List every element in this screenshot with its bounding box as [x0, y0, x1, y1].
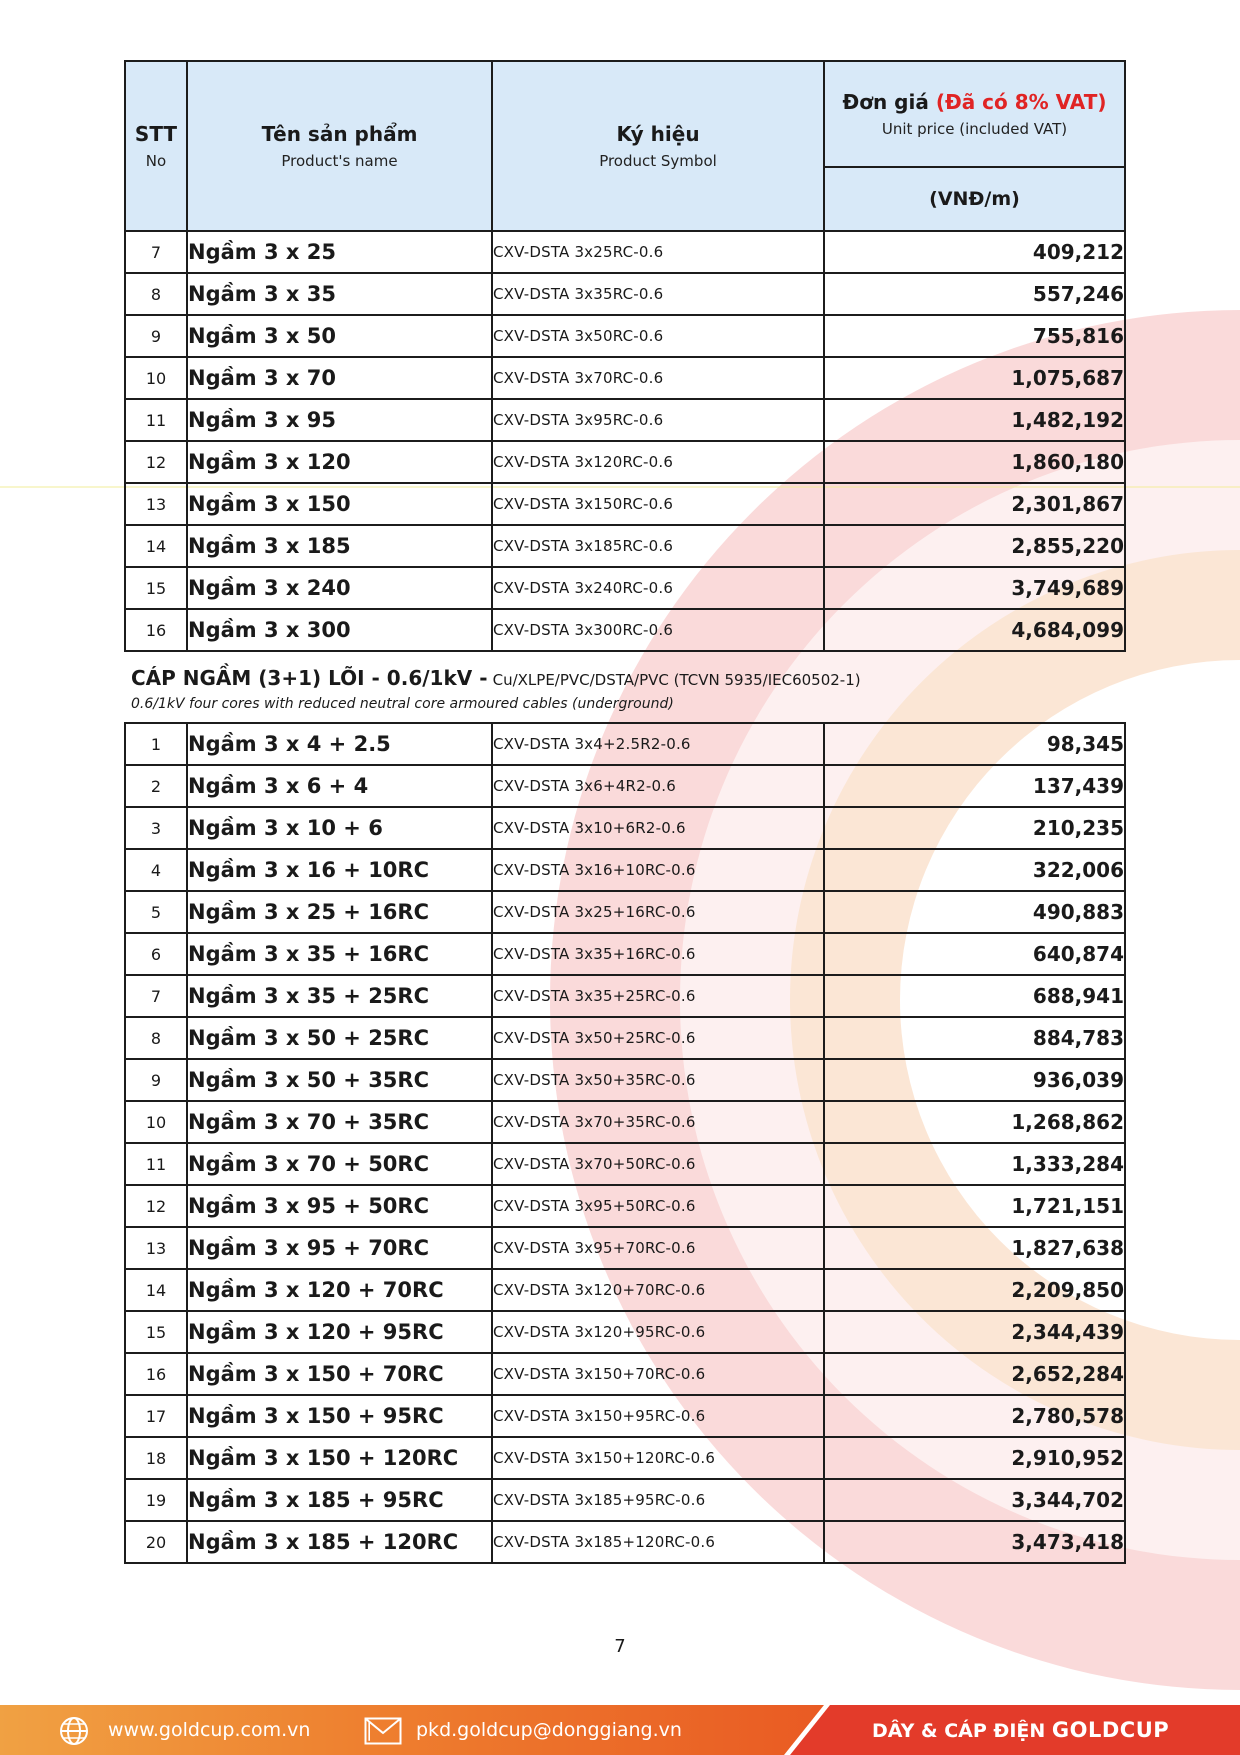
row-number: 11 — [125, 399, 187, 441]
header-price-english: Unit price (included VAT) — [881, 120, 1068, 138]
table-row — [125, 231, 1125, 273]
header-product-name — [187, 61, 492, 231]
header-stt-label: STT — [134, 122, 178, 146]
product-symbol: CXV-DSTA 3x95+50RC-0.6 — [492, 1185, 824, 1227]
section-heading — [125, 651, 1125, 723]
product-name: Ngầm 3 x 95 + 50RC — [187, 1185, 492, 1227]
product-symbol: CXV-DSTA 3x150+120RC-0.6 — [492, 1437, 824, 1479]
header-symbol-english: Product Symbol — [599, 152, 717, 170]
header-stt-english: No — [145, 152, 167, 170]
product-symbol: CXV-DSTA 3x6+4R2-0.6 — [492, 765, 824, 807]
unit-price: 1,333,284 — [824, 1143, 1125, 1185]
unit-price: 210,235 — [824, 807, 1125, 849]
product-name: Ngầm 3 x 120 + 70RC — [187, 1269, 492, 1311]
product-symbol: CXV-DSTA 3x120+95RC-0.6 — [492, 1311, 824, 1353]
row-number: 14 — [125, 1269, 187, 1311]
product-symbol: CXV-DSTA 3x95+70RC-0.6 — [492, 1227, 824, 1269]
unit-price: 2,780,578 — [824, 1395, 1125, 1437]
row-number: 15 — [125, 1311, 187, 1353]
header-price — [824, 61, 1125, 167]
product-symbol: CXV-DSTA 3x16+10RC-0.6 — [492, 849, 824, 891]
unit-price: 1,827,638 — [824, 1227, 1125, 1269]
product-name: Ngầm 3 x 300 — [187, 609, 492, 651]
product-symbol: CXV-DSTA 3x300RC-0.6 — [492, 609, 824, 651]
product-name: Ngầm 3 x 150 — [187, 483, 492, 525]
product-symbol: CXV-DSTA 3x185+120RC-0.6 — [492, 1521, 824, 1563]
product-symbol: CXV-DSTA 3x35+25RC-0.6 — [492, 975, 824, 1017]
row-number: 10 — [125, 357, 187, 399]
row-number: 11 — [125, 1143, 187, 1185]
product-symbol: CXV-DSTA 3x35+16RC-0.6 — [492, 933, 824, 975]
table-row — [125, 1395, 1125, 1437]
table-body-three-core — [125, 231, 1125, 651]
product-symbol: CXV-DSTA 3x4+2.5R2-0.6 — [492, 723, 824, 765]
product-symbol: CXV-DSTA 3x25+16RC-0.6 — [492, 891, 824, 933]
footer-brand-name: GOLDCUP — [1051, 1718, 1170, 1742]
header-stt — [125, 61, 187, 231]
unit-price: 2,652,284 — [824, 1353, 1125, 1395]
product-symbol: CXV-DSTA 3x185RC-0.6 — [492, 525, 824, 567]
unit-price: 98,345 — [824, 723, 1125, 765]
row-number: 7 — [125, 231, 187, 273]
table-row — [125, 1269, 1125, 1311]
row-number: 20 — [125, 1521, 187, 1563]
row-number: 8 — [125, 273, 187, 315]
unit-price: 490,883 — [824, 891, 1125, 933]
table-row — [125, 315, 1125, 357]
footer-brand-prefix: DÂY & CÁP ĐIỆN — [872, 1720, 1046, 1742]
product-symbol: CXV-DSTA 3x50+25RC-0.6 — [492, 1017, 824, 1059]
product-symbol: CXV-DSTA 3x10+6R2-0.6 — [492, 807, 824, 849]
product-name: Ngầm 3 x 50 — [187, 315, 492, 357]
unit-price: 2,855,220 — [824, 525, 1125, 567]
product-name: Ngầm 3 x 70 + 35RC — [187, 1101, 492, 1143]
table-row — [125, 849, 1125, 891]
table-row — [125, 933, 1125, 975]
row-number: 13 — [125, 1227, 187, 1269]
footer-bar — [0, 1705, 1240, 1755]
table-row — [125, 1227, 1125, 1269]
price-table-sheet — [124, 60, 1124, 1564]
header-unit-label: (VNĐ/m) — [929, 188, 1020, 210]
header-price-vat: (Đã có 8% VAT) — [935, 90, 1107, 114]
product-name: Ngầm 3 x 35 — [187, 273, 492, 315]
row-number: 6 — [125, 933, 187, 975]
product-name: Ngầm 3 x 185 — [187, 525, 492, 567]
product-name: Ngầm 3 x 150 + 70RC — [187, 1353, 492, 1395]
row-number: 17 — [125, 1395, 187, 1437]
unit-price: 3,749,689 — [824, 567, 1125, 609]
product-name: Ngầm 3 x 240 — [187, 567, 492, 609]
product-name: Ngầm 3 x 70 — [187, 357, 492, 399]
row-number: 14 — [125, 525, 187, 567]
product-symbol: CXV-DSTA 3x50+35RC-0.6 — [492, 1059, 824, 1101]
unit-price: 409,212 — [824, 231, 1125, 273]
product-name: Ngầm 3 x 120 + 95RC — [187, 1311, 492, 1353]
unit-price: 640,874 — [824, 933, 1125, 975]
row-number: 9 — [125, 315, 187, 357]
row-number: 9 — [125, 1059, 187, 1101]
product-name: Ngầm 3 x 25 — [187, 231, 492, 273]
product-name: Ngầm 3 x 50 + 35RC — [187, 1059, 492, 1101]
table-row — [125, 1017, 1125, 1059]
table-row — [125, 807, 1125, 849]
unit-price: 1,482,192 — [824, 399, 1125, 441]
table-row — [125, 441, 1125, 483]
table-row — [125, 765, 1125, 807]
unit-price: 557,246 — [824, 273, 1125, 315]
table-row — [125, 1437, 1125, 1479]
row-number: 16 — [125, 609, 187, 651]
table-row — [125, 723, 1125, 765]
product-name: Ngầm 3 x 10 + 6 — [187, 807, 492, 849]
table-body-four-core — [125, 723, 1125, 1563]
unit-price: 3,473,418 — [824, 1521, 1125, 1563]
footer-brand — [872, 1718, 1169, 1742]
unit-price: 322,006 — [824, 849, 1125, 891]
product-name: Ngầm 3 x 120 — [187, 441, 492, 483]
product-name: Ngầm 3 x 70 + 50RC — [187, 1143, 492, 1185]
unit-price: 2,209,850 — [824, 1269, 1125, 1311]
table-row — [125, 1353, 1125, 1395]
footer-website-link[interactable]: www.goldcup.com.vn — [108, 1719, 311, 1741]
unit-price: 1,075,687 — [824, 357, 1125, 399]
unit-price: 688,941 — [824, 975, 1125, 1017]
table-row — [125, 1059, 1125, 1101]
product-name: Ngầm 3 x 4 + 2.5 — [187, 723, 492, 765]
table-row — [125, 1311, 1125, 1353]
footer-email-link[interactable]: pkd.goldcup@donggiang.vn — [416, 1719, 682, 1741]
table-row — [125, 1143, 1125, 1185]
product-name: Ngầm 3 x 50 + 25RC — [187, 1017, 492, 1059]
unit-price: 2,344,439 — [824, 1311, 1125, 1353]
product-symbol: CXV-DSTA 3x70+50RC-0.6 — [492, 1143, 824, 1185]
unit-price: 4,684,099 — [824, 609, 1125, 651]
table-row — [125, 1185, 1125, 1227]
row-number: 12 — [125, 441, 187, 483]
price-table — [124, 60, 1126, 1564]
product-symbol: CXV-DSTA 3x150+95RC-0.6 — [492, 1395, 824, 1437]
row-number: 4 — [125, 849, 187, 891]
product-name: Ngầm 3 x 185 + 120RC — [187, 1521, 492, 1563]
row-number: 10 — [125, 1101, 187, 1143]
product-name: Ngầm 3 x 185 + 95RC — [187, 1479, 492, 1521]
table-row — [125, 1521, 1125, 1563]
footer-separator: | — [366, 1719, 373, 1741]
row-number: 8 — [125, 1017, 187, 1059]
product-name: Ngầm 3 x 95 — [187, 399, 492, 441]
unit-price: 1,268,862 — [824, 1101, 1125, 1143]
unit-price: 936,039 — [824, 1059, 1125, 1101]
row-number: 7 — [125, 975, 187, 1017]
row-number: 19 — [125, 1479, 187, 1521]
row-number: 1 — [125, 723, 187, 765]
product-symbol: CXV-DSTA 3x50RC-0.6 — [492, 315, 824, 357]
globe-icon — [58, 1715, 90, 1747]
product-symbol: CXV-DSTA 3x150+70RC-0.6 — [492, 1353, 824, 1395]
table-row — [125, 273, 1125, 315]
section-four-core — [125, 651, 1125, 723]
header-price-label — [825, 90, 1124, 114]
unit-price: 1,721,151 — [824, 1185, 1125, 1227]
header-name-english: Product's name — [281, 152, 398, 170]
mail-icon — [364, 1717, 402, 1745]
section-title: CÁP NGẦM (3+1) LÕI - 0.6/1kV - — [131, 666, 488, 690]
product-name: Ngầm 3 x 35 + 25RC — [187, 975, 492, 1017]
table-row — [125, 1479, 1125, 1521]
table-row — [125, 525, 1125, 567]
product-name: Ngầm 3 x 95 + 70RC — [187, 1227, 492, 1269]
unit-price: 884,783 — [824, 1017, 1125, 1059]
header-unit — [824, 167, 1125, 231]
row-number: 5 — [125, 891, 187, 933]
row-number: 13 — [125, 483, 187, 525]
row-number: 16 — [125, 1353, 187, 1395]
unit-price: 2,910,952 — [824, 1437, 1125, 1479]
product-symbol: CXV-DSTA 3x240RC-0.6 — [492, 567, 824, 609]
header-symbol-label: Ký hiệu — [616, 122, 700, 146]
table-row — [125, 357, 1125, 399]
table-row — [125, 399, 1125, 441]
product-symbol: CXV-DSTA 3x35RC-0.6 — [492, 273, 824, 315]
unit-price: 3,344,702 — [824, 1479, 1125, 1521]
row-number: 12 — [125, 1185, 187, 1227]
product-symbol: CXV-DSTA 3x25RC-0.6 — [492, 231, 824, 273]
row-number: 2 — [125, 765, 187, 807]
product-symbol: CXV-DSTA 3x120RC-0.6 — [492, 441, 824, 483]
product-name: Ngầm 3 x 25 + 16RC — [187, 891, 492, 933]
product-symbol: CXV-DSTA 3x70+35RC-0.6 — [492, 1101, 824, 1143]
header-symbol — [492, 61, 824, 231]
product-symbol: CXV-DSTA 3x120+70RC-0.6 — [492, 1269, 824, 1311]
row-number: 18 — [125, 1437, 187, 1479]
row-number: 15 — [125, 567, 187, 609]
page-number: 7 — [614, 1636, 626, 1657]
table-row — [125, 567, 1125, 609]
table-row — [125, 483, 1125, 525]
section-spec: Cu/XLPE/PVC/DSTA/PVC (TCVN 5935/IEC60502-1) — [492, 671, 861, 689]
product-name: Ngầm 3 x 35 + 16RC — [187, 933, 492, 975]
header-price-text: Đơn giá — [842, 90, 929, 114]
table-row — [125, 891, 1125, 933]
product-symbol: CXV-DSTA 3x185+95RC-0.6 — [492, 1479, 824, 1521]
unit-price: 2,301,867 — [824, 483, 1125, 525]
product-name: Ngầm 3 x 16 + 10RC — [187, 849, 492, 891]
row-number: 3 — [125, 807, 187, 849]
product-name: Ngầm 3 x 150 + 95RC — [187, 1395, 492, 1437]
table-row — [125, 975, 1125, 1017]
product-name: Ngầm 3 x 150 + 120RC — [187, 1437, 492, 1479]
table-row — [125, 1101, 1125, 1143]
section-english: 0.6/1kV four cores with reduced neutral core armoured cables (underground) — [131, 696, 674, 712]
header-name-label: Tên sản phẩm — [261, 122, 418, 146]
unit-price: 1,860,180 — [824, 441, 1125, 483]
product-symbol: CXV-DSTA 3x150RC-0.6 — [492, 483, 824, 525]
product-symbol: CXV-DSTA 3x95RC-0.6 — [492, 399, 824, 441]
product-name: Ngầm 3 x 6 + 4 — [187, 765, 492, 807]
product-symbol: CXV-DSTA 3x70RC-0.6 — [492, 357, 824, 399]
unit-price: 755,816 — [824, 315, 1125, 357]
table-row — [125, 609, 1125, 651]
unit-price: 137,439 — [824, 765, 1125, 807]
